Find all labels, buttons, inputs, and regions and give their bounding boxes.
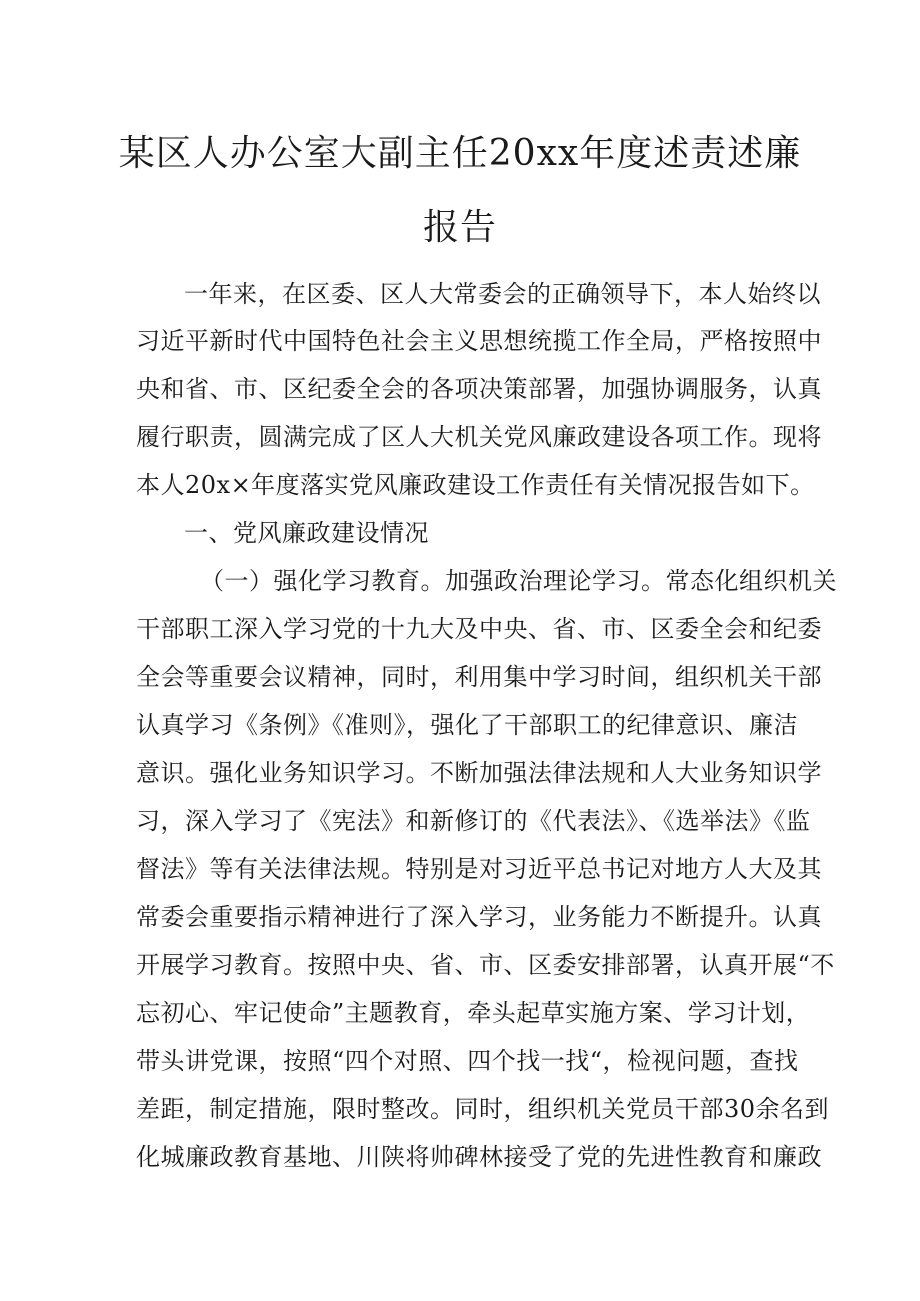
- paragraph-line: 干部职工深入学习党的十九大及中央、省、市、区委全会和纪委: [136, 615, 822, 643]
- paragraph-line: （一）强化学习教育。加强政治理论学习。常态化组织机关: [200, 567, 837, 595]
- section-heading: 一、党风廉政建设情况: [184, 519, 429, 547]
- paragraph-line: 本人20x×年度落实党风廉政建设工作责任有关情况报告如下。: [136, 471, 815, 499]
- paragraph-line: 带头讲党课，按照“四个对照、四个找一找“，检视问题，查找: [136, 1047, 799, 1075]
- paragraph-line: 意识。强化业务知识学习。不断加强法律法规和人大业务知识学: [136, 759, 822, 787]
- paragraph-line: 央和省、市、区纪委全会的各项决策部署，加强协调服务，认真: [136, 375, 822, 403]
- document-title-line-1: 某区人办公室大副主任20xx年度述责述廉: [118, 133, 802, 174]
- paragraph-line: 认真学习《条例》《准则》，强化了干部职工的纪律意识、廉洁: [136, 711, 798, 739]
- paragraph-line: 忘初心、牢记使命”主题教育，牵头起草实施方案、学习计划，: [136, 999, 811, 1027]
- paragraph-line: 常委会重要指示精神进行了深入学习，业务能力不断提升。认真: [136, 903, 822, 931]
- paragraph-line: 习，深入学习了《宪法》和新修订的《代表法》、《选举法》《监: [136, 807, 811, 835]
- paragraph-line: 习近平新时代中国特色社会主义思想统揽工作全局，严格按照中: [136, 327, 822, 355]
- paragraph-line: 督法》等有关法律法规。特别是对习近平总书记对地方人大及其: [136, 855, 822, 883]
- paragraph-line: 履行职责，圆满完成了区人大机关党风廉政建设各项工作。现将: [136, 423, 822, 451]
- paragraph-line: 全会等重要会议精神，同时，利用集中学习时间，组织机关干部: [136, 663, 822, 691]
- paragraph-line: 差距，制定措施，限时整改。同时，组织机关党员干部30余名到: [136, 1095, 830, 1123]
- paragraph-line: 开展学习教育。按照中央、省、市、区委安排部署，认真开展“不: [136, 951, 835, 979]
- paragraph-line: 一年来，在区委、区人大常委会的正确领导下，本人始终以: [184, 280, 821, 308]
- document-title-line-2: 报告: [422, 207, 497, 248]
- paragraph-line: 化城廉政教育基地、川陕将帅碑林接受了党的先进性教育和廉政: [136, 1143, 822, 1171]
